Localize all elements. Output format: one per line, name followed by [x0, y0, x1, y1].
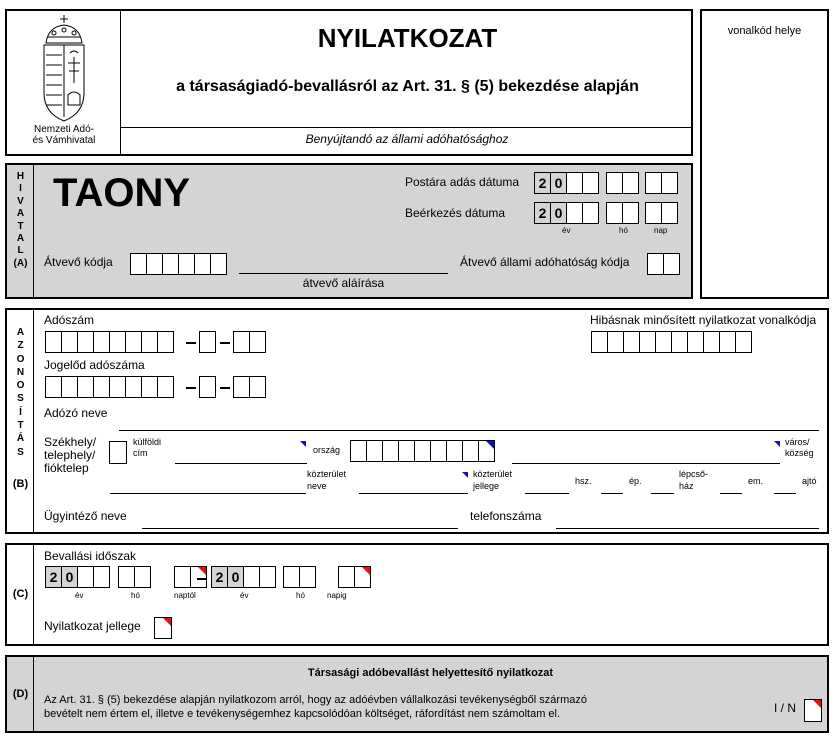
receiver-code-field[interactable]	[130, 253, 227, 275]
period-from-day[interactable]	[174, 566, 207, 588]
taxpayer-name-line[interactable]	[119, 430, 819, 431]
vertical-letter: T	[17, 420, 24, 432]
digit-cell[interactable]	[199, 331, 216, 353]
digit-cell[interactable]	[671, 331, 688, 353]
period-from-year[interactable]	[45, 566, 110, 588]
section-b-code: (B)	[12, 478, 29, 490]
digit-cell[interactable]	[118, 566, 135, 588]
from-year-caption: év	[75, 591, 84, 600]
received-year-caption: év	[562, 226, 571, 235]
digit-cell[interactable]	[199, 376, 216, 398]
vertical-letter: (A)	[13, 257, 28, 269]
mail-date-label: Postára adás dátuma	[405, 175, 520, 189]
digit-cell[interactable]	[462, 440, 479, 462]
declaration-type-field[interactable]	[154, 617, 172, 639]
tax-number-dash	[186, 342, 196, 344]
digit-cell[interactable]	[606, 172, 623, 194]
digit-cell[interactable]	[141, 331, 158, 353]
foreign-address-label	[133, 437, 161, 459]
zip-flag-icon	[300, 441, 306, 447]
to-year-caption: év	[240, 591, 249, 600]
mail-date-year[interactable]	[534, 172, 599, 194]
digit-cell[interactable]: 2	[534, 202, 551, 224]
digit-cell[interactable]	[109, 331, 126, 353]
digit-cell[interactable]	[623, 331, 640, 353]
vertical-letter: H	[16, 171, 25, 182]
digit-cell[interactable]	[178, 253, 195, 275]
tax-number-county[interactable]	[233, 331, 266, 353]
digit-cell[interactable]	[607, 331, 624, 353]
digit-cell[interactable]	[703, 331, 720, 353]
street-name-line[interactable]	[110, 493, 306, 494]
digit-cell[interactable]	[210, 253, 227, 275]
city-flag-icon	[774, 441, 780, 447]
stair-line[interactable]	[651, 493, 674, 494]
house-number-label: hsz.	[575, 476, 592, 486]
predecessor-tax-number-label: Jogelőd adószáma	[44, 358, 145, 372]
administrator-line[interactable]	[142, 528, 458, 529]
digit-cell[interactable]	[663, 253, 680, 275]
form-code: TAONY	[53, 171, 191, 215]
street-name-label-line1: közterület	[307, 469, 347, 479]
street-type-flag-icon	[462, 472, 468, 478]
received-date-day[interactable]	[645, 202, 678, 224]
yes-no-field[interactable]	[804, 699, 822, 722]
faulty-barcode-label: Hibásnak minősített nyilatkozat vonalkódja	[590, 313, 817, 327]
digit-cell[interactable]	[354, 566, 371, 588]
receiver-signature-caption: átvevő aláírása	[302, 276, 385, 290]
tax-number-label: Adószám	[44, 313, 95, 327]
digit-cell[interactable]	[366, 440, 383, 462]
digit-cell[interactable]	[566, 172, 583, 194]
digit-cell[interactable]	[249, 376, 266, 398]
form-subtitle: a társaságiadó-bevallásról az Art. 31. § (5) bekezdése alapján	[176, 78, 639, 95]
digit-cell[interactable]	[622, 202, 639, 224]
digit-cell[interactable]	[125, 376, 142, 398]
street-type-line[interactable]	[359, 493, 468, 494]
city-label	[785, 437, 814, 459]
foreign-label-line2: cím	[133, 448, 148, 458]
period-to-year[interactable]	[211, 566, 276, 588]
predecessor-dash	[220, 387, 230, 389]
digit-cell[interactable]	[606, 202, 623, 224]
digit-cell[interactable]: 0	[61, 566, 78, 588]
barcode-label: vonalkód helye	[727, 25, 802, 37]
digit-cell[interactable]	[130, 253, 147, 275]
phone-line[interactable]	[556, 528, 819, 529]
from-day-caption: naptól	[174, 591, 196, 600]
section-b-vertical-label	[7, 326, 34, 459]
vertical-letter: I	[19, 183, 22, 195]
digit-cell[interactable]	[446, 440, 463, 462]
digit-cell[interactable]: 2	[534, 172, 551, 194]
section-a	[5, 163, 693, 299]
door-label: ajtó	[802, 476, 817, 486]
digit-cell[interactable]: 0	[550, 172, 567, 194]
digit-cell[interactable]	[77, 376, 94, 398]
street-type-label-line2: jellege	[473, 481, 500, 491]
section-a-sidebar	[7, 165, 34, 297]
digit-cell[interactable]	[299, 566, 316, 588]
submit-note: Benyújtandó az állami adóhatósághoz	[121, 127, 693, 154]
digit-cell[interactable]	[233, 376, 250, 398]
digit-cell[interactable]	[233, 331, 250, 353]
seat-label-line2: telephely/	[44, 448, 96, 462]
vertical-letter: L	[17, 245, 24, 257]
postal-code-field[interactable]	[350, 440, 495, 462]
declaration-type-flag-icon	[163, 618, 171, 626]
digit-cell[interactable]	[141, 376, 158, 398]
digit-cell[interactable]	[174, 566, 191, 588]
foreign-address-checkbox[interactable]	[109, 441, 127, 464]
vertical-letter: N	[16, 366, 25, 378]
digit-cell[interactable]	[719, 331, 736, 353]
digit-cell[interactable]	[190, 566, 207, 588]
receiver-authority-field[interactable]	[647, 253, 680, 275]
mail-date-month[interactable]	[606, 172, 639, 194]
digit-cell[interactable]	[645, 202, 662, 224]
tax-number-main[interactable]	[45, 331, 174, 353]
house-number-line[interactable]	[525, 493, 569, 494]
city-line[interactable]	[512, 463, 780, 464]
digit-cell[interactable]	[647, 253, 664, 275]
digit-cell[interactable]	[478, 440, 495, 462]
section-a-vertical-label	[7, 171, 34, 270]
digit-cell[interactable]	[93, 331, 110, 353]
section-c-code: (C)	[12, 588, 29, 600]
period-label: Bevallási időszak	[44, 549, 137, 563]
floor-line[interactable]	[720, 493, 742, 494]
digit-cell[interactable]	[338, 566, 355, 588]
section-d-text	[44, 693, 587, 721]
receiver-signature-line	[239, 273, 448, 274]
digit-cell[interactable]	[243, 566, 260, 588]
received-month-caption: hó	[619, 226, 628, 235]
section-d	[5, 655, 829, 733]
digit-cell[interactable]	[350, 440, 367, 462]
vertical-letter: V	[17, 195, 24, 207]
digit-cell[interactable]: 0	[227, 566, 244, 588]
section-d-heading: Társasági adóbevallást helyettesítő nyilatkozat	[307, 667, 554, 679]
vertical-letter: Á	[16, 433, 25, 445]
section-d-text-line2: bevételt nem értem el, illetve e tevékenységemhez kapcsolódóan költséget, ráfordítást nem számoltam el.	[44, 708, 561, 720]
digit-cell[interactable]	[661, 202, 678, 224]
digit-cell[interactable]	[283, 566, 300, 588]
zip-code-line[interactable]	[175, 463, 307, 464]
section-d-sidebar	[7, 657, 34, 731]
period-to-month[interactable]	[283, 566, 316, 588]
received-date-year[interactable]	[534, 202, 599, 224]
period-to-day[interactable]	[338, 566, 371, 588]
digit-cell[interactable]: 2	[45, 566, 62, 588]
digit-cell[interactable]	[566, 202, 583, 224]
foreign-label-line1: külföldi	[133, 437, 162, 447]
taxpayer-name-label: Adózó neve	[44, 406, 108, 420]
section-c-sidebar	[7, 545, 34, 644]
administrator-label: Ügyintéző neve	[44, 509, 127, 523]
section-b-sidebar	[7, 310, 34, 532]
digit-cell[interactable]	[157, 376, 174, 398]
phone-label: telefonszáma	[470, 509, 542, 523]
digit-cell[interactable]: 0	[550, 202, 567, 224]
digit-cell[interactable]	[398, 440, 415, 462]
digit-cell[interactable]	[61, 331, 78, 353]
digit-cell[interactable]	[382, 440, 399, 462]
faulty-barcode-field[interactable]	[591, 331, 752, 353]
receiver-authority-label: Átvevő állami adóhatóság kódja	[460, 255, 630, 269]
mail-date-day[interactable]	[645, 172, 678, 194]
digit-cell[interactable]	[134, 566, 151, 588]
digit-cell[interactable]	[414, 440, 431, 462]
postal-flag-icon	[486, 441, 494, 449]
digit-cell[interactable]	[194, 253, 211, 275]
from-month-caption: hó	[131, 591, 140, 600]
digit-cell[interactable]	[162, 253, 179, 275]
digit-cell[interactable]	[639, 331, 656, 353]
vertical-letter: S	[17, 393, 24, 405]
from-day-flag-icon	[198, 567, 206, 575]
received-date-label: Beérkezés dátuma	[405, 206, 506, 220]
digit-cell[interactable]	[591, 331, 608, 353]
digit-cell[interactable]	[146, 253, 163, 275]
digit-cell[interactable]	[582, 172, 599, 194]
yes-no-label: I / N	[774, 701, 797, 715]
vertical-letter: Z	[17, 340, 24, 352]
vertical-letter: O	[16, 353, 25, 365]
tax-number-vat[interactable]	[199, 331, 216, 353]
digit-cell[interactable]	[645, 172, 662, 194]
vertical-letter: A	[16, 208, 25, 220]
city-label-line2: község	[785, 448, 814, 458]
predecessor-tax-number-main[interactable]	[45, 376, 174, 398]
digit-cell[interactable]	[622, 172, 639, 194]
seat-label-line3: fióktelep	[44, 461, 89, 475]
period-from-month[interactable]	[118, 566, 151, 588]
street-type-label-line1: közterület	[473, 469, 513, 479]
barcode-box	[700, 9, 829, 299]
period-dash	[197, 578, 207, 580]
to-month-caption: hó	[296, 591, 305, 600]
building-label: ép.	[629, 476, 642, 486]
vertical-letter: S	[17, 446, 24, 458]
building-line[interactable]	[601, 493, 623, 494]
street-type-label	[473, 468, 512, 492]
digit-cell[interactable]	[109, 376, 126, 398]
vertical-letter: Í	[19, 406, 22, 418]
to-day-caption: napig	[327, 591, 347, 600]
received-date-month[interactable]	[606, 202, 639, 224]
city-label-line1: város/	[785, 437, 810, 447]
digit-cell[interactable]	[687, 331, 704, 353]
declaration-type-label: Nyilatkozat jellege	[44, 619, 141, 633]
seat-label	[44, 436, 96, 475]
predecessor-tax-number-vat[interactable]	[199, 376, 216, 398]
receiver-code-label: Átvevő kódja	[44, 255, 113, 269]
digit-cell[interactable]	[582, 202, 599, 224]
door-line[interactable]	[774, 493, 796, 494]
digit-cell[interactable]	[655, 331, 672, 353]
digit-cell[interactable]	[93, 376, 110, 398]
digit-cell[interactable]: 2	[211, 566, 228, 588]
digit-cell[interactable]	[93, 566, 110, 588]
tax-number-dash	[220, 342, 230, 344]
section-d-text-line1: Az Art. 31. § (5) bekezdése alapján nyilatkozom arról, hogy az adóévben vállalkozási tevékenységből származó	[44, 694, 587, 706]
agency-name	[7, 124, 121, 146]
digit-cell[interactable]	[45, 331, 62, 353]
stair-label-line1: lépcső-	[679, 469, 709, 479]
vertical-letter: O	[16, 380, 25, 392]
digit-cell[interactable]	[77, 331, 94, 353]
agency-name-line2: és Vámhivatal	[32, 135, 96, 146]
stair-label-line2: ház	[679, 481, 694, 491]
predecessor-tax-number-county[interactable]	[233, 376, 266, 398]
digit-cell[interactable]	[45, 376, 62, 398]
header-box	[5, 9, 693, 156]
street-name-label-line2: neve	[307, 481, 327, 491]
section-b	[5, 308, 829, 534]
digit-cell[interactable]	[430, 440, 447, 462]
yes-no-flag-icon	[813, 700, 821, 708]
digit-cell[interactable]	[735, 331, 752, 353]
vertical-letter: A	[16, 233, 25, 245]
country-label: ország	[313, 445, 341, 455]
agency-name-line1: Nemzeti Adó-	[33, 124, 95, 135]
floor-label: em.	[748, 476, 764, 486]
vertical-letter: T	[17, 220, 24, 232]
digit-cell[interactable]	[77, 566, 94, 588]
digit-cell[interactable]	[125, 331, 142, 353]
form-title: NYILATKOZAT	[317, 23, 498, 53]
stair-label	[679, 468, 708, 492]
digit-cell[interactable]	[157, 331, 174, 353]
section-d-code: (D)	[12, 688, 29, 700]
to-day-flag-icon	[362, 567, 370, 575]
seat-label-line1: Székhely/	[44, 435, 97, 449]
received-day-caption: nap	[654, 226, 668, 235]
digit-cell[interactable]	[259, 566, 276, 588]
coat-of-arms-logo	[36, 13, 92, 125]
logo-area	[7, 11, 121, 154]
predecessor-dash	[186, 387, 196, 389]
digit-cell[interactable]	[661, 172, 678, 194]
digit-cell[interactable]	[249, 331, 266, 353]
section-c	[5, 543, 829, 646]
street-name-label	[307, 468, 346, 492]
vertical-letter: A	[16, 327, 25, 338]
digit-cell[interactable]	[61, 376, 78, 398]
